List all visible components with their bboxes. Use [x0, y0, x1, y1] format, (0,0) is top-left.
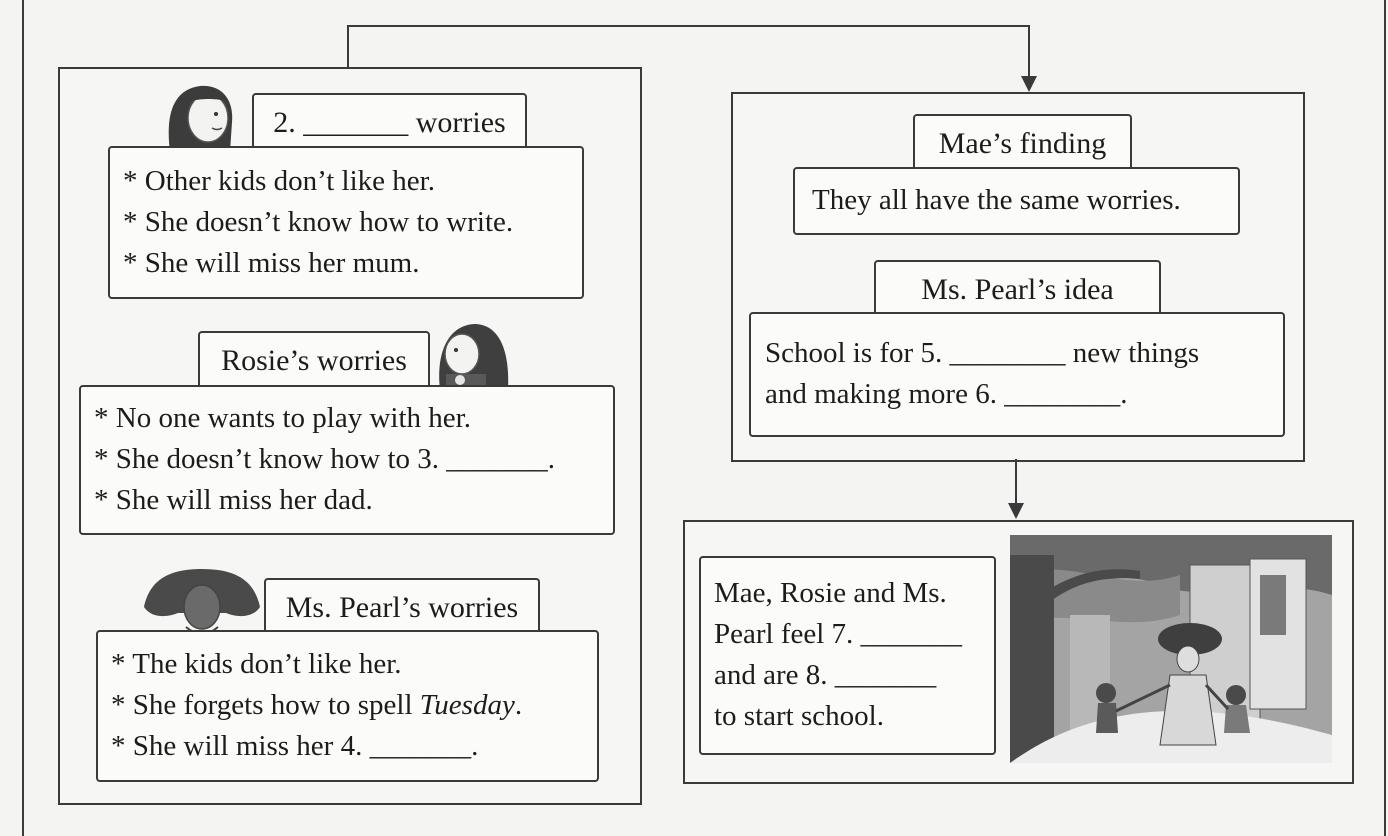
idea-line: School is for 5. ________ new things: [765, 337, 1200, 369]
ms-pearl-worries-label: Ms. Pearl’s worries: [264, 578, 540, 638]
rosie-worries-list: [94, 398, 555, 521]
arrow-down-icon: [1008, 503, 1024, 519]
maes-finding-text: They all have the same worries.: [812, 184, 1181, 216]
page-left-border: [22, 0, 24, 836]
connector-top-vertical: [347, 25, 349, 67]
rosie-girl-illustration: [432, 320, 512, 390]
conclusion-line: to start school.: [714, 700, 884, 732]
list-item: * She doesn’t know how to 3. _______.: [94, 443, 556, 475]
ms-pearls-idea-label: Ms. Pearl’s idea: [874, 260, 1161, 320]
list-item: * The kids don’t like her.: [111, 648, 402, 680]
italic-word: Tuesday: [419, 689, 515, 721]
list-item-text: * She forgets how to spell: [111, 689, 420, 721]
idea-line: and making more 6. ________.: [765, 378, 1128, 410]
conclusion-line: Pearl feel 7. _______: [714, 618, 963, 650]
list-item: * Other kids don’t like her.: [123, 165, 435, 197]
page-right-border: [1384, 0, 1386, 836]
conclusion-text: [714, 573, 962, 737]
mae-worries-list: [123, 161, 513, 284]
mae-girl-illustration: [160, 80, 242, 152]
maes-finding-label: Mae’s finding: [913, 114, 1132, 174]
conclusion-line: and are 8. _______: [714, 659, 937, 691]
conclusion-line: Mae, Rosie and Ms.: [714, 577, 947, 609]
rosie-worries-label: Rosie’s worries: [198, 331, 430, 391]
list-item: * She will miss her dad.: [94, 484, 373, 516]
list-item: * She doesn’t know how to write.: [123, 206, 514, 238]
list-item-period: .: [514, 689, 523, 721]
connector-top-down: [1028, 25, 1030, 77]
ms-pearl-worries-list: [111, 644, 522, 767]
connector-top-horizontal: [347, 25, 1030, 27]
school-scene-illustration: [1010, 535, 1332, 763]
arrow-down-icon: [1021, 76, 1037, 92]
mae-worries-label: 2. _______ worries: [252, 93, 527, 153]
list-item: [111, 685, 522, 726]
list-item: * She will miss her 4. _______.: [111, 730, 479, 762]
list-item: * No one wants to play with her.: [94, 402, 471, 434]
list-item: * She will miss her mum.: [123, 247, 420, 279]
ms-pearls-idea-text: [765, 333, 1199, 415]
connector-bottom-down: [1015, 459, 1017, 505]
